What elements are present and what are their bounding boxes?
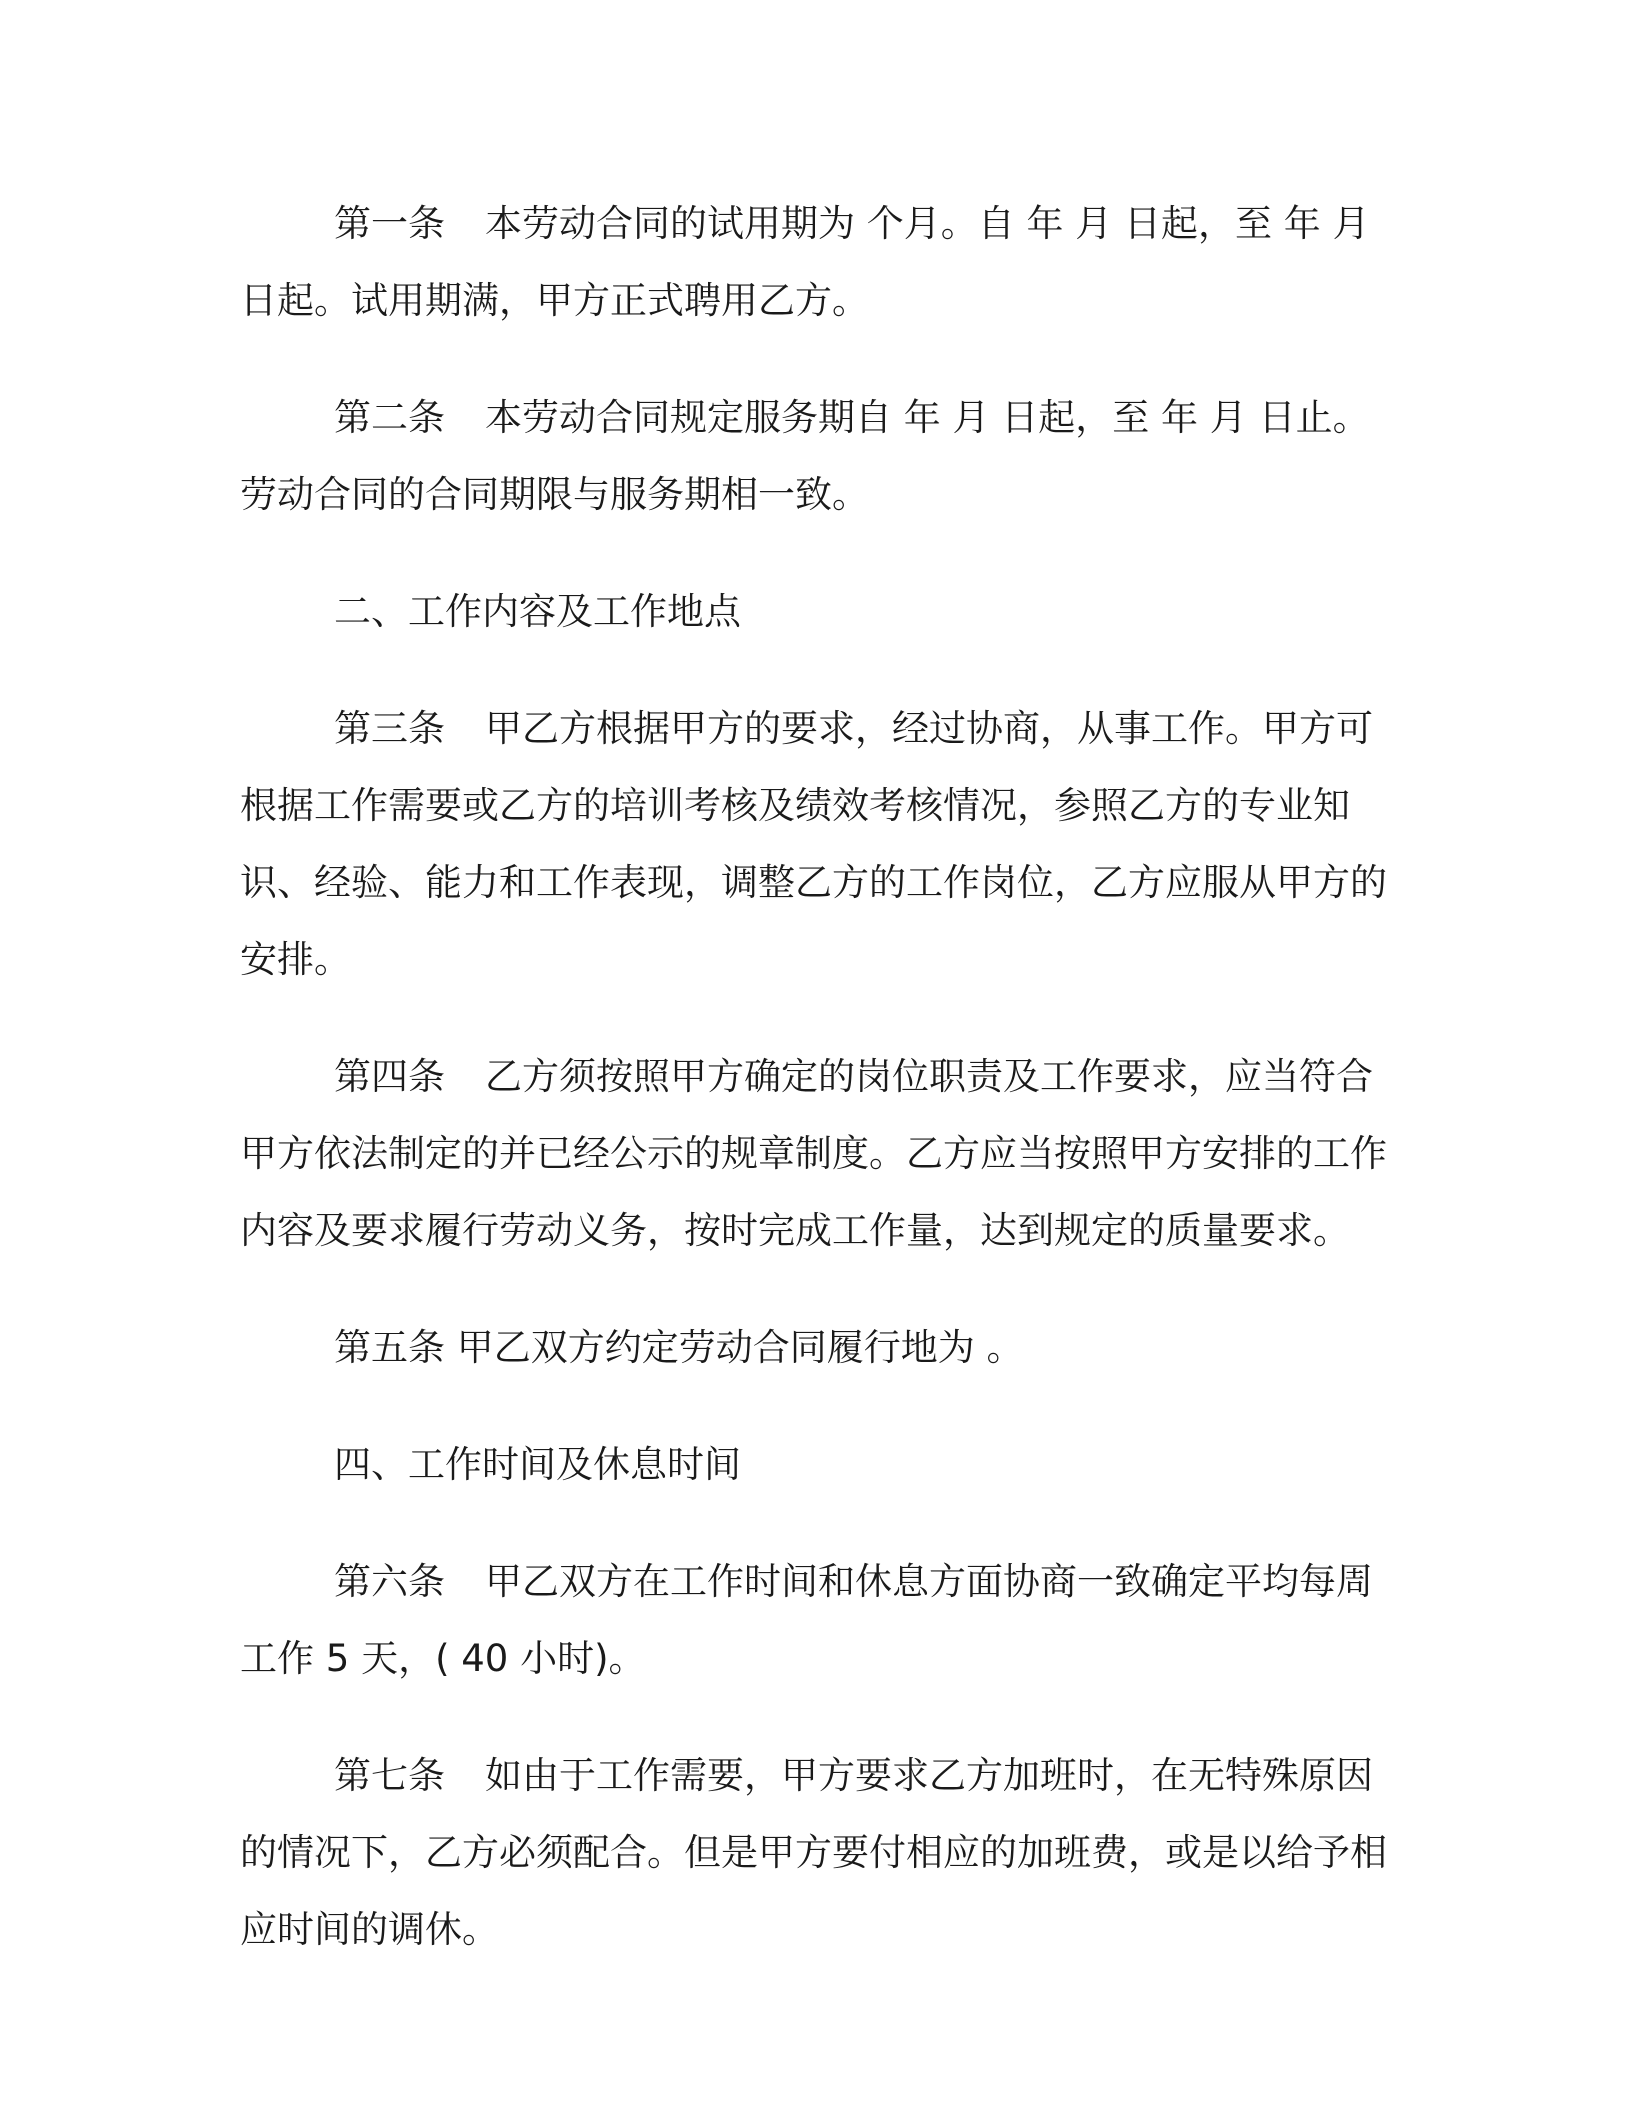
article-3-text: 甲乙方根据甲方的要求，经过协商，从事工作。甲方可根据工作需要或乙方的培训考核及绩效考核情况，参照乙方的专业知识、经验、能力和工作表现，调整乙方的工作岗位，乙方应服从甲方的安排。: [240, 707, 1387, 981]
article-3-label: 第三条: [334, 707, 445, 750]
article-1-text: 本劳动合同的试用期为 个月。自 年 月 日起，至 年 月 日起。试用期满，甲方正式聘用乙方。: [240, 202, 1370, 322]
section-heading-text: 四、工作时间及休息时间: [334, 1443, 741, 1486]
section-heading-work-content: [240, 573, 1400, 650]
document-page: [240, 185, 1400, 2008]
article-1: [240, 185, 1400, 339]
article-7-label: 第七条: [334, 1754, 445, 1797]
article-3: [240, 690, 1400, 998]
section-heading-text: 二、工作内容及工作地点: [334, 590, 741, 633]
article-4-text: 乙方须按照甲方确定的岗位职责及工作要求，应当符合甲方依法制定的并已经公示的规章制度。乙方应当按照甲方安排的工作内容及要求履行劳动义务，按时完成工作量，达到规定的质量要求。: [240, 1055, 1387, 1252]
article-6: [240, 1543, 1400, 1697]
section-heading-work-time: [240, 1426, 1400, 1503]
article-1-label: 第一条: [334, 202, 445, 245]
article-6-text: 甲乙双方在工作时间和休息方面协商一致确定平均每周工作 5 天，( 40 小时)。: [240, 1560, 1373, 1680]
article-2-label: 第二条: [334, 396, 445, 439]
article-4: [240, 1038, 1400, 1269]
article-7-text: 如由于工作需要，甲方要求乙方加班时，在无特殊原因的情况下，乙方必须配合。但是甲方要付相应的加班费，或是以给予相应时间的调休。: [240, 1754, 1387, 1951]
article-5-text: 第五条 甲乙双方约定劳动合同履行地为 。: [334, 1326, 1024, 1369]
article-2-text: 本劳动合同规定服务期自 年 月 日起，至 年 月 日止。劳动合同的合同期限与服务期相一致。: [240, 396, 1370, 516]
article-2: [240, 379, 1400, 533]
article-7: [240, 1737, 1400, 1968]
article-6-label: 第六条: [334, 1560, 445, 1603]
article-5: [240, 1309, 1400, 1386]
article-4-label: 第四条: [334, 1055, 445, 1098]
